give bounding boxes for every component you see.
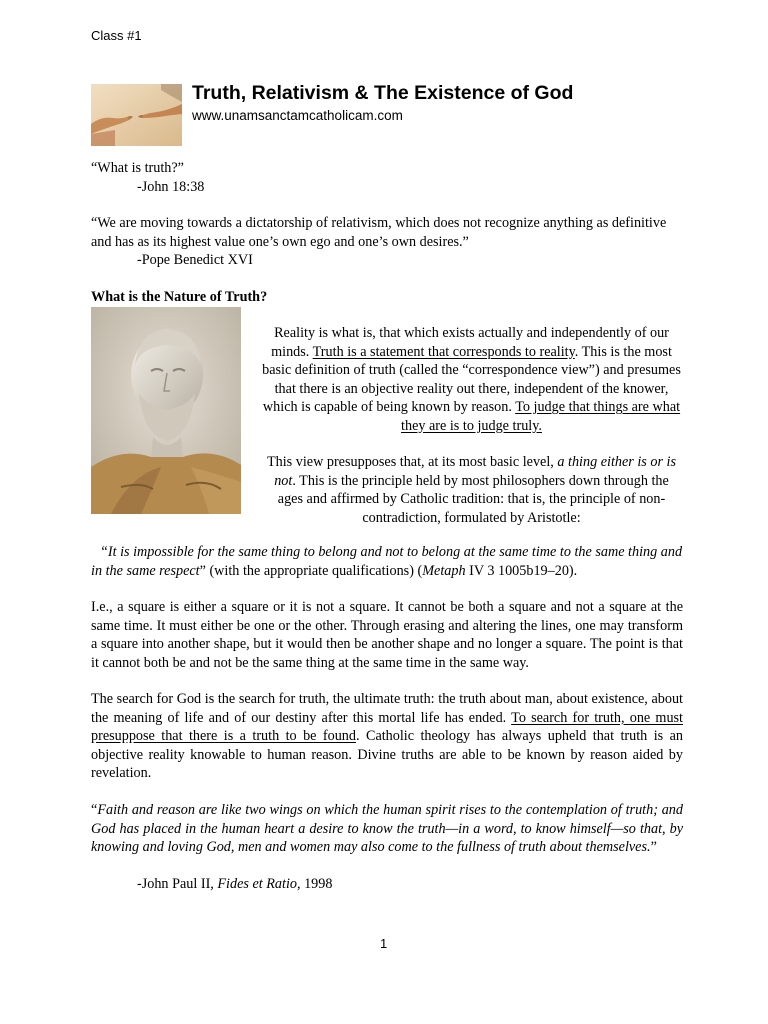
jp2-attr-a: -John Paul II,: [137, 876, 218, 892]
presupposes-text-b: . This is the principle held by most philosophers down through the ages and affirmed by Catholic tradition: that is, the principle of non-contradiction, formulated by Aristotle:: [277, 472, 669, 526]
search-underline: To search for truth, one must presuppose that there is a truth to be found: [91, 709, 684, 744]
aristotle-quote-rest: ” (with the appropriate qualifications) (: [199, 562, 423, 579]
quote-benedict-text: “We are moving towards a dictatorship of relativism, which does not recognize anything as definitive and has as its highest value one’s own ego and one’s own desires.”: [91, 215, 667, 250]
jp2-attr-italic: Fides et Ratio: [217, 876, 297, 892]
paragraph-reality: [260, 324, 683, 435]
quote-benedict-attribution: -Pope Benedict XVI: [137, 252, 253, 268]
hands-illustration: [91, 84, 182, 146]
class-label: Class #1: [91, 28, 142, 43]
search-text-b: . Catholic theology has always upheld that truth is an objective reality knowable to human reason. Divine truths are able to be known by reason aided by revelation.: [91, 728, 683, 781]
aristotle-quote-italic: “It is impossible for the same thing to belong and not to belong at the same time to the same thing and in the same respect: [91, 544, 683, 579]
jp2-quote-italic: Faith and reason are like two wings on which the human spirit rises to the contemplation of truth; and God has placed in the human heart a desire to know the truth—in a word, to know himself—so that, by knowing and loving God, men and women may also come to the fullness of truth about themselves.: [91, 802, 683, 855]
reality-text-a: Reality is what is, that which exists actually and independently of our minds.: [271, 325, 669, 360]
aristotle-portrait: [91, 307, 241, 514]
quote-john-text: “What is truth?”: [91, 160, 184, 176]
reality-text-b: . This is the most basic definition of truth (called the “correspondence view”) and presumes that there is an objective reality out there, independent of the knower, which is capable of being known by reason.: [262, 343, 681, 415]
quote-benedict: [91, 214, 683, 270]
jp2-open-quote: “: [91, 802, 98, 818]
paragraph-john-paul-quote: [91, 801, 683, 857]
jp2-attribution: [91, 875, 729, 894]
section-heading: What is the Nature of Truth?: [91, 289, 268, 305]
document-title: Truth, Relativism & The Existence of God: [192, 82, 574, 104]
paragraph-presupposes: [260, 453, 683, 527]
search-text-a: The search for God is the search for truth, the ultimate truth: the truth about man, about existence, about the meaning of life and of our destiny after this mortal life has ended.: [91, 691, 683, 726]
reality-underline-1: Truth is a statement that corresponds to reality: [312, 343, 575, 360]
aristotle-ref-italic: Metaph: [422, 562, 466, 579]
presupposes-italic: a thing either is or is not: [274, 454, 677, 489]
page-number: 1: [380, 936, 388, 951]
paragraph-search: [91, 690, 683, 783]
jp2-close-quote: ”: [650, 839, 657, 855]
jp2-attr-b: , 1998: [296, 876, 333, 892]
quote-john: [91, 159, 683, 196]
creation-of-adam-image: [91, 84, 182, 146]
aristotle-bust-illustration: [91, 307, 241, 514]
quote-john-attribution: -John 18:38: [137, 178, 205, 195]
aristotle-ref-rest: IV 3 1005b19–20).: [465, 562, 578, 579]
presupposes-text-a: This view presupposes that, at its most basic level,: [266, 454, 558, 470]
paragraph-aristotle-quote: [91, 543, 683, 580]
website-url[interactable]: www.unamsanctamcatholicam.com: [192, 108, 403, 123]
paragraph-square: I.e., a square is either a square or it is not a square. It cannot be both a square and not a square at the same time. It must either be one or the other. Through erasing and altering the lines, one may transform a square into another shape, but it would then be another shape and no longer a square. The point is that it cannot both be and not be the same thing at the same time in the same way.: [91, 599, 683, 671]
reality-underline-2: To judge that things are what they are is to judge truly.: [401, 399, 681, 434]
